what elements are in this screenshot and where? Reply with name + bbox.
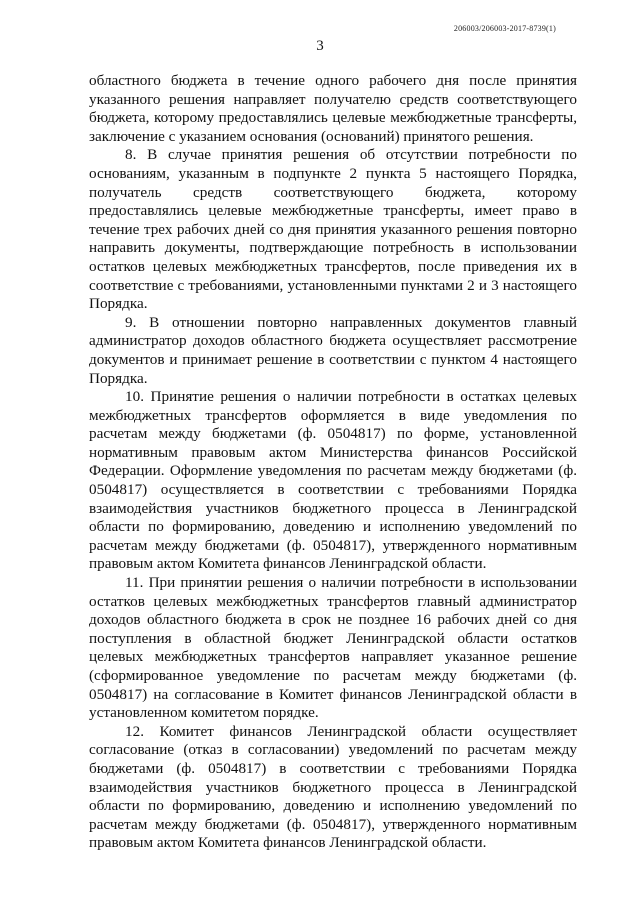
paragraph-8: 8. В случае принятия решения об отсутствии потребности по основаниям, указанным в подпункте 2 пункта 5 настоящего Порядка, получатель средств соответствующего бюджета, которому предоставлялись целевые межбюджетные трансферты, имеет право в течение трех рабочих дней со дня принятия указанного решения повторно направить документы, подтверждающие потребность в использовании остатков целевых межбюджетных трансфертов, после приведения их в соответствие с требованиями, установленными пунктами 2 и 3 настоящего Порядка. [89,146,577,313]
paragraph-11: 11. При принятии решения о наличии потребности в использовании остатков целевых межбюджетных трансфертов главный администратор доходов областного бюджета в срок не позднее 16 рабочих дней со дня поступления в областной бюджет Ленинградской области остатков целевых межбюджетных трансфертов направляет указанное решение (сформированное уведомление по расчетам между бюджетами (ф. 0504817) на согласование в Комитет финансов Ленинградской области в установленном комитетом порядке. [89,574,577,722]
document-body [89,72,577,853]
paragraph-continuation: областного бюджета в течение одного рабочего дня после принятия указанного решения направляет получателю средств соответствующего бюджета, которому предоставлялись целевые межбюджетные трансферты, заключение с указанием основания (оснований) принятого решения. [89,72,577,145]
paragraph-10: 10. Принятие решения о наличии потребности в остатках целевых межбюджетных трансфертов оформляется в виде уведомления по расчетам между бюджетами (ф. 0504817) по форме, установленной нормативным правовым актом Министерства финансов Российской Федерации. Оформление уведомления по расчетам между бюджетами (ф. 0504817) осуществляется в соответствии с требованиями Порядка взаимодействия участников бюджетного процесса в Ленинградской области по формированию, доведению и исполнению уведомлений по расчетам между бюджетами (ф. 0504817), утвержденного нормативным правовым актом Комитета финансов Ленинградской области. [89,388,577,573]
page-number: 3 [316,38,324,54]
document-number: 206003/206003-2017-8739(1) [453,24,556,33]
paragraph-12: 12. Комитет финансов Ленинградской области осуществляет согласование (отказ в согласовании) уведомлений по расчетам между бюджетами (ф. 0504817) в соответствии с требованиями Порядка взаимодействия участников бюджетного процесса в Ленинградской области по формированию, доведению и исполнению уведомлений по расчетам между бюджетами (ф. 0504817), утвержденного нормативным правовым актом Комитета финансов Ленинградской области. [89,722,577,852]
paragraph-9: 9. В отношении повторно направленных документов главный администратор доходов областного бюджета осуществляет рассмотрение документов и принимает решение в соответствии с пунктом 4 настоящего Порядка. [89,313,577,387]
